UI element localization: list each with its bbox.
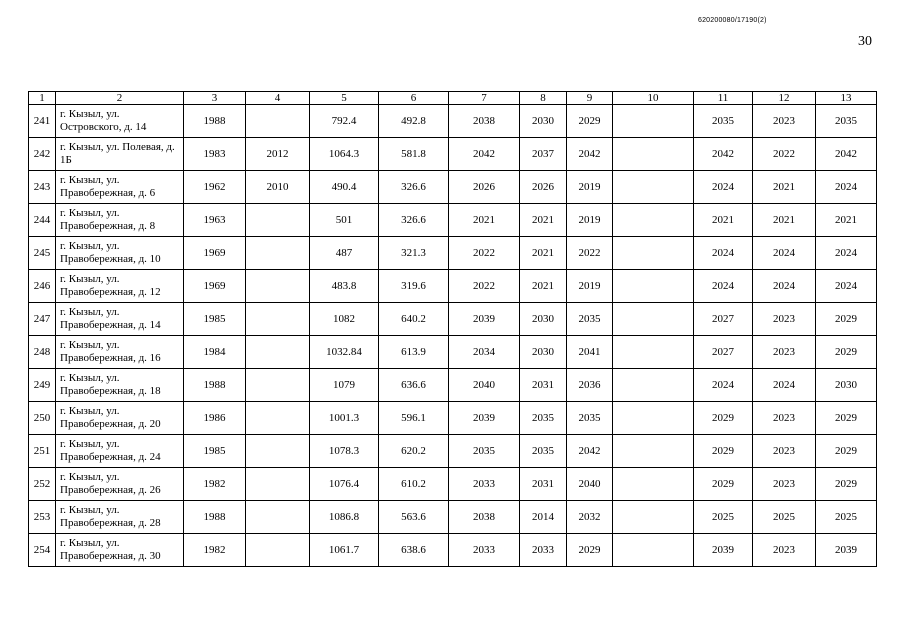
table-cell: 636.6 — [379, 369, 449, 402]
table-cell — [613, 468, 694, 501]
table-cell: 613.9 — [379, 336, 449, 369]
table-cell — [613, 501, 694, 534]
table-cell: 2035 — [567, 402, 613, 435]
table-cell: 2042 — [816, 138, 877, 171]
table-cell: 2033 — [449, 534, 520, 567]
table-row — [29, 105, 877, 138]
column-header-11: 11 — [694, 92, 753, 105]
table-cell: 319.6 — [379, 270, 449, 303]
table-cell: 2019 — [567, 204, 613, 237]
table-cell — [246, 204, 310, 237]
table-cell: 2029 — [694, 402, 753, 435]
table-cell: 1032.84 — [310, 336, 379, 369]
table-cell: 2029 — [694, 468, 753, 501]
table-cell: 1086.8 — [310, 501, 379, 534]
table-cell — [246, 435, 310, 468]
table-cell: 2024 — [753, 369, 816, 402]
row-number-cell: 250 — [29, 402, 56, 435]
table-cell: 2021 — [449, 204, 520, 237]
table-cell: 1986 — [184, 402, 246, 435]
column-header-13: 13 — [816, 92, 877, 105]
table-cell: 2032 — [567, 501, 613, 534]
table-cell: 2029 — [816, 435, 877, 468]
table-cell — [613, 336, 694, 369]
table-cell: 581.8 — [379, 138, 449, 171]
address-cell: г. Кызыл, ул. Островского, д. 14 — [56, 105, 184, 138]
table-cell: 1988 — [184, 501, 246, 534]
table-cell: 2031 — [520, 468, 567, 501]
table-cell — [613, 369, 694, 402]
address-cell: г. Кызыл, ул. Правобережная, д. 6 — [56, 171, 184, 204]
address-cell: г. Кызыл, ул. Правобережная, д. 12 — [56, 270, 184, 303]
address-cell: г. Кызыл, ул. Правобережная, д. 16 — [56, 336, 184, 369]
address-cell: г. Кызыл, ул. Правобережная, д. 26 — [56, 468, 184, 501]
table-cell: 620.2 — [379, 435, 449, 468]
table-cell: 2024 — [694, 237, 753, 270]
table-cell: 2041 — [567, 336, 613, 369]
table-cell — [246, 369, 310, 402]
table-cell: 2019 — [567, 270, 613, 303]
table-cell: 326.6 — [379, 171, 449, 204]
table-cell: 2039 — [449, 402, 520, 435]
table-cell: 610.2 — [379, 468, 449, 501]
table-cell: 2029 — [694, 435, 753, 468]
address-cell: г. Кызыл, ул. Правобережная, д. 20 — [56, 402, 184, 435]
table-cell — [613, 435, 694, 468]
table-row — [29, 138, 877, 171]
address-cell: г. Кызыл, ул. Правобережная, д. 14 — [56, 303, 184, 336]
table-cell — [613, 171, 694, 204]
table-cell: 2029 — [816, 402, 877, 435]
table-cell — [246, 270, 310, 303]
table-cell: 2035 — [449, 435, 520, 468]
table-cell — [613, 402, 694, 435]
table-cell: 492.8 — [379, 105, 449, 138]
table-cell: 2042 — [567, 435, 613, 468]
row-number-cell: 254 — [29, 534, 56, 567]
table-cell: 2029 — [816, 336, 877, 369]
table-cell: 1969 — [184, 270, 246, 303]
table-cell: 2024 — [816, 270, 877, 303]
row-number-cell: 246 — [29, 270, 56, 303]
table-cell: 2025 — [753, 501, 816, 534]
table-cell: 2027 — [694, 336, 753, 369]
table-cell: 2012 — [246, 138, 310, 171]
column-header-12: 12 — [753, 92, 816, 105]
column-header-4: 4 — [246, 92, 310, 105]
table-cell — [246, 237, 310, 270]
table-cell: 2023 — [753, 303, 816, 336]
table-cell — [613, 534, 694, 567]
table-cell: 1982 — [184, 534, 246, 567]
table-cell — [613, 105, 694, 138]
row-number-cell: 241 — [29, 105, 56, 138]
page-number: 30 — [858, 34, 872, 49]
table-cell: 1969 — [184, 237, 246, 270]
housing-register-table — [28, 91, 877, 567]
table-cell — [613, 138, 694, 171]
column-header-2: 2 — [56, 92, 184, 105]
table-row — [29, 501, 877, 534]
table-cell: 2040 — [567, 468, 613, 501]
table-cell: 1079 — [310, 369, 379, 402]
table-row — [29, 204, 877, 237]
table-cell: 596.1 — [379, 402, 449, 435]
address-cell: г. Кызыл, ул. Правобережная, д. 28 — [56, 501, 184, 534]
table-cell: 2042 — [449, 138, 520, 171]
table-cell: 2024 — [816, 237, 877, 270]
table-cell: 2014 — [520, 501, 567, 534]
address-cell: г. Кызыл, ул. Правобережная, д. 24 — [56, 435, 184, 468]
table-cell — [246, 105, 310, 138]
column-header-7: 7 — [449, 92, 520, 105]
table-cell: 2037 — [520, 138, 567, 171]
table-cell: 2029 — [816, 303, 877, 336]
table-cell: 1064.3 — [310, 138, 379, 171]
table-cell: 1962 — [184, 171, 246, 204]
document-code: 620200080/17190(2) — [698, 17, 767, 24]
table-cell: 2039 — [816, 534, 877, 567]
row-number-cell: 243 — [29, 171, 56, 204]
table-cell: 2027 — [694, 303, 753, 336]
table-row — [29, 336, 877, 369]
table-cell: 2042 — [567, 138, 613, 171]
column-header-10: 10 — [613, 92, 694, 105]
table-cell: 1985 — [184, 435, 246, 468]
table-cell: 2039 — [449, 303, 520, 336]
table-cell: 2024 — [753, 270, 816, 303]
table-cell — [246, 501, 310, 534]
table-cell: 2022 — [567, 237, 613, 270]
table-cell: 1988 — [184, 105, 246, 138]
table-cell: 2023 — [753, 105, 816, 138]
table-row — [29, 270, 877, 303]
header-row — [29, 92, 877, 105]
table-row — [29, 468, 877, 501]
table-cell: 2034 — [449, 336, 520, 369]
table-cell: 2030 — [520, 105, 567, 138]
table-cell — [613, 270, 694, 303]
table-cell: 2035 — [567, 303, 613, 336]
table-cell: 2038 — [449, 501, 520, 534]
table-cell: 2035 — [816, 105, 877, 138]
table-cell: 2023 — [753, 402, 816, 435]
table-cell: 501 — [310, 204, 379, 237]
address-cell: г. Кызыл, ул. Полевая, д. 1Б — [56, 138, 184, 171]
table-cell: 487 — [310, 237, 379, 270]
table-row — [29, 435, 877, 468]
table-cell: 490.4 — [310, 171, 379, 204]
table-cell: 2022 — [753, 138, 816, 171]
address-cell: г. Кызыл, ул. Правобережная, д. 30 — [56, 534, 184, 567]
table-cell: 2031 — [520, 369, 567, 402]
table-cell: 1076.4 — [310, 468, 379, 501]
table-row — [29, 534, 877, 567]
table-cell: 2029 — [567, 105, 613, 138]
table-cell: 2021 — [753, 171, 816, 204]
table-cell: 1982 — [184, 468, 246, 501]
row-number-cell: 247 — [29, 303, 56, 336]
row-number-cell: 249 — [29, 369, 56, 402]
row-number-cell: 253 — [29, 501, 56, 534]
table-cell — [613, 204, 694, 237]
table-cell: 2026 — [449, 171, 520, 204]
column-header-5: 5 — [310, 92, 379, 105]
table-cell — [246, 402, 310, 435]
table-cell: 563.6 — [379, 501, 449, 534]
table-cell: 2023 — [753, 435, 816, 468]
table-cell: 2029 — [567, 534, 613, 567]
table-cell: 2021 — [520, 270, 567, 303]
table-cell: 1983 — [184, 138, 246, 171]
table-cell: 2022 — [449, 270, 520, 303]
table-row — [29, 171, 877, 204]
table-cell: 2023 — [753, 468, 816, 501]
row-number-cell: 251 — [29, 435, 56, 468]
table-cell: 1082 — [310, 303, 379, 336]
table-cell: 2029 — [816, 468, 877, 501]
table-cell — [246, 336, 310, 369]
table-cell: 2021 — [816, 204, 877, 237]
table-cell: 2024 — [753, 237, 816, 270]
table-cell: 792.4 — [310, 105, 379, 138]
table-cell: 2019 — [567, 171, 613, 204]
table-cell: 2025 — [816, 501, 877, 534]
table-cell: 2033 — [520, 534, 567, 567]
table-cell: 2026 — [520, 171, 567, 204]
table-cell: 640.2 — [379, 303, 449, 336]
table-cell: 2039 — [694, 534, 753, 567]
table-cell: 326.6 — [379, 204, 449, 237]
table-cell: 2036 — [567, 369, 613, 402]
column-header-6: 6 — [379, 92, 449, 105]
table-cell: 2023 — [753, 336, 816, 369]
table-row — [29, 369, 877, 402]
table-cell: 2040 — [449, 369, 520, 402]
table-row — [29, 237, 877, 270]
row-number-cell: 244 — [29, 204, 56, 237]
address-cell: г. Кызыл, ул. Правобережная, д. 18 — [56, 369, 184, 402]
table-cell: 1988 — [184, 369, 246, 402]
table-cell: 1984 — [184, 336, 246, 369]
table-cell: 2025 — [694, 501, 753, 534]
table-cell: 2035 — [520, 402, 567, 435]
table-cell: 2023 — [753, 534, 816, 567]
table-cell: 2022 — [449, 237, 520, 270]
address-cell: г. Кызыл, ул. Правобережная, д. 8 — [56, 204, 184, 237]
table-cell: 2033 — [449, 468, 520, 501]
table-cell: 1985 — [184, 303, 246, 336]
table-cell — [246, 534, 310, 567]
table-cell: 321.3 — [379, 237, 449, 270]
row-number-cell: 252 — [29, 468, 56, 501]
row-number-cell: 242 — [29, 138, 56, 171]
table-cell: 2038 — [449, 105, 520, 138]
address-cell: г. Кызыл, ул. Правобережная, д. 10 — [56, 237, 184, 270]
table-cell: 2021 — [520, 237, 567, 270]
table-cell — [613, 237, 694, 270]
table-row — [29, 402, 877, 435]
table-row — [29, 303, 877, 336]
table-cell: 1061.7 — [310, 534, 379, 567]
table-cell: 2024 — [694, 369, 753, 402]
table-cell: 2042 — [694, 138, 753, 171]
table-cell: 2024 — [694, 171, 753, 204]
table-cell: 2030 — [520, 303, 567, 336]
table-cell: 2030 — [520, 336, 567, 369]
table-body — [29, 105, 877, 567]
table-cell: 1078.3 — [310, 435, 379, 468]
table-cell: 1001.3 — [310, 402, 379, 435]
column-header-9: 9 — [567, 92, 613, 105]
table-cell: 2021 — [520, 204, 567, 237]
row-number-cell: 248 — [29, 336, 56, 369]
table-cell — [246, 303, 310, 336]
table-cell: 2010 — [246, 171, 310, 204]
table-cell: 2024 — [694, 270, 753, 303]
column-header-8: 8 — [520, 92, 567, 105]
table-cell: 2024 — [816, 171, 877, 204]
column-header-3: 3 — [184, 92, 246, 105]
table-cell: 2035 — [694, 105, 753, 138]
table-cell: 638.6 — [379, 534, 449, 567]
row-number-cell: 245 — [29, 237, 56, 270]
table-cell: 2021 — [694, 204, 753, 237]
table-cell: 2021 — [753, 204, 816, 237]
table-cell: 1963 — [184, 204, 246, 237]
table-cell: 2035 — [520, 435, 567, 468]
table-cell — [246, 468, 310, 501]
table-cell: 483.8 — [310, 270, 379, 303]
table-cell: 2030 — [816, 369, 877, 402]
column-header-1: 1 — [29, 92, 56, 105]
table-cell — [613, 303, 694, 336]
